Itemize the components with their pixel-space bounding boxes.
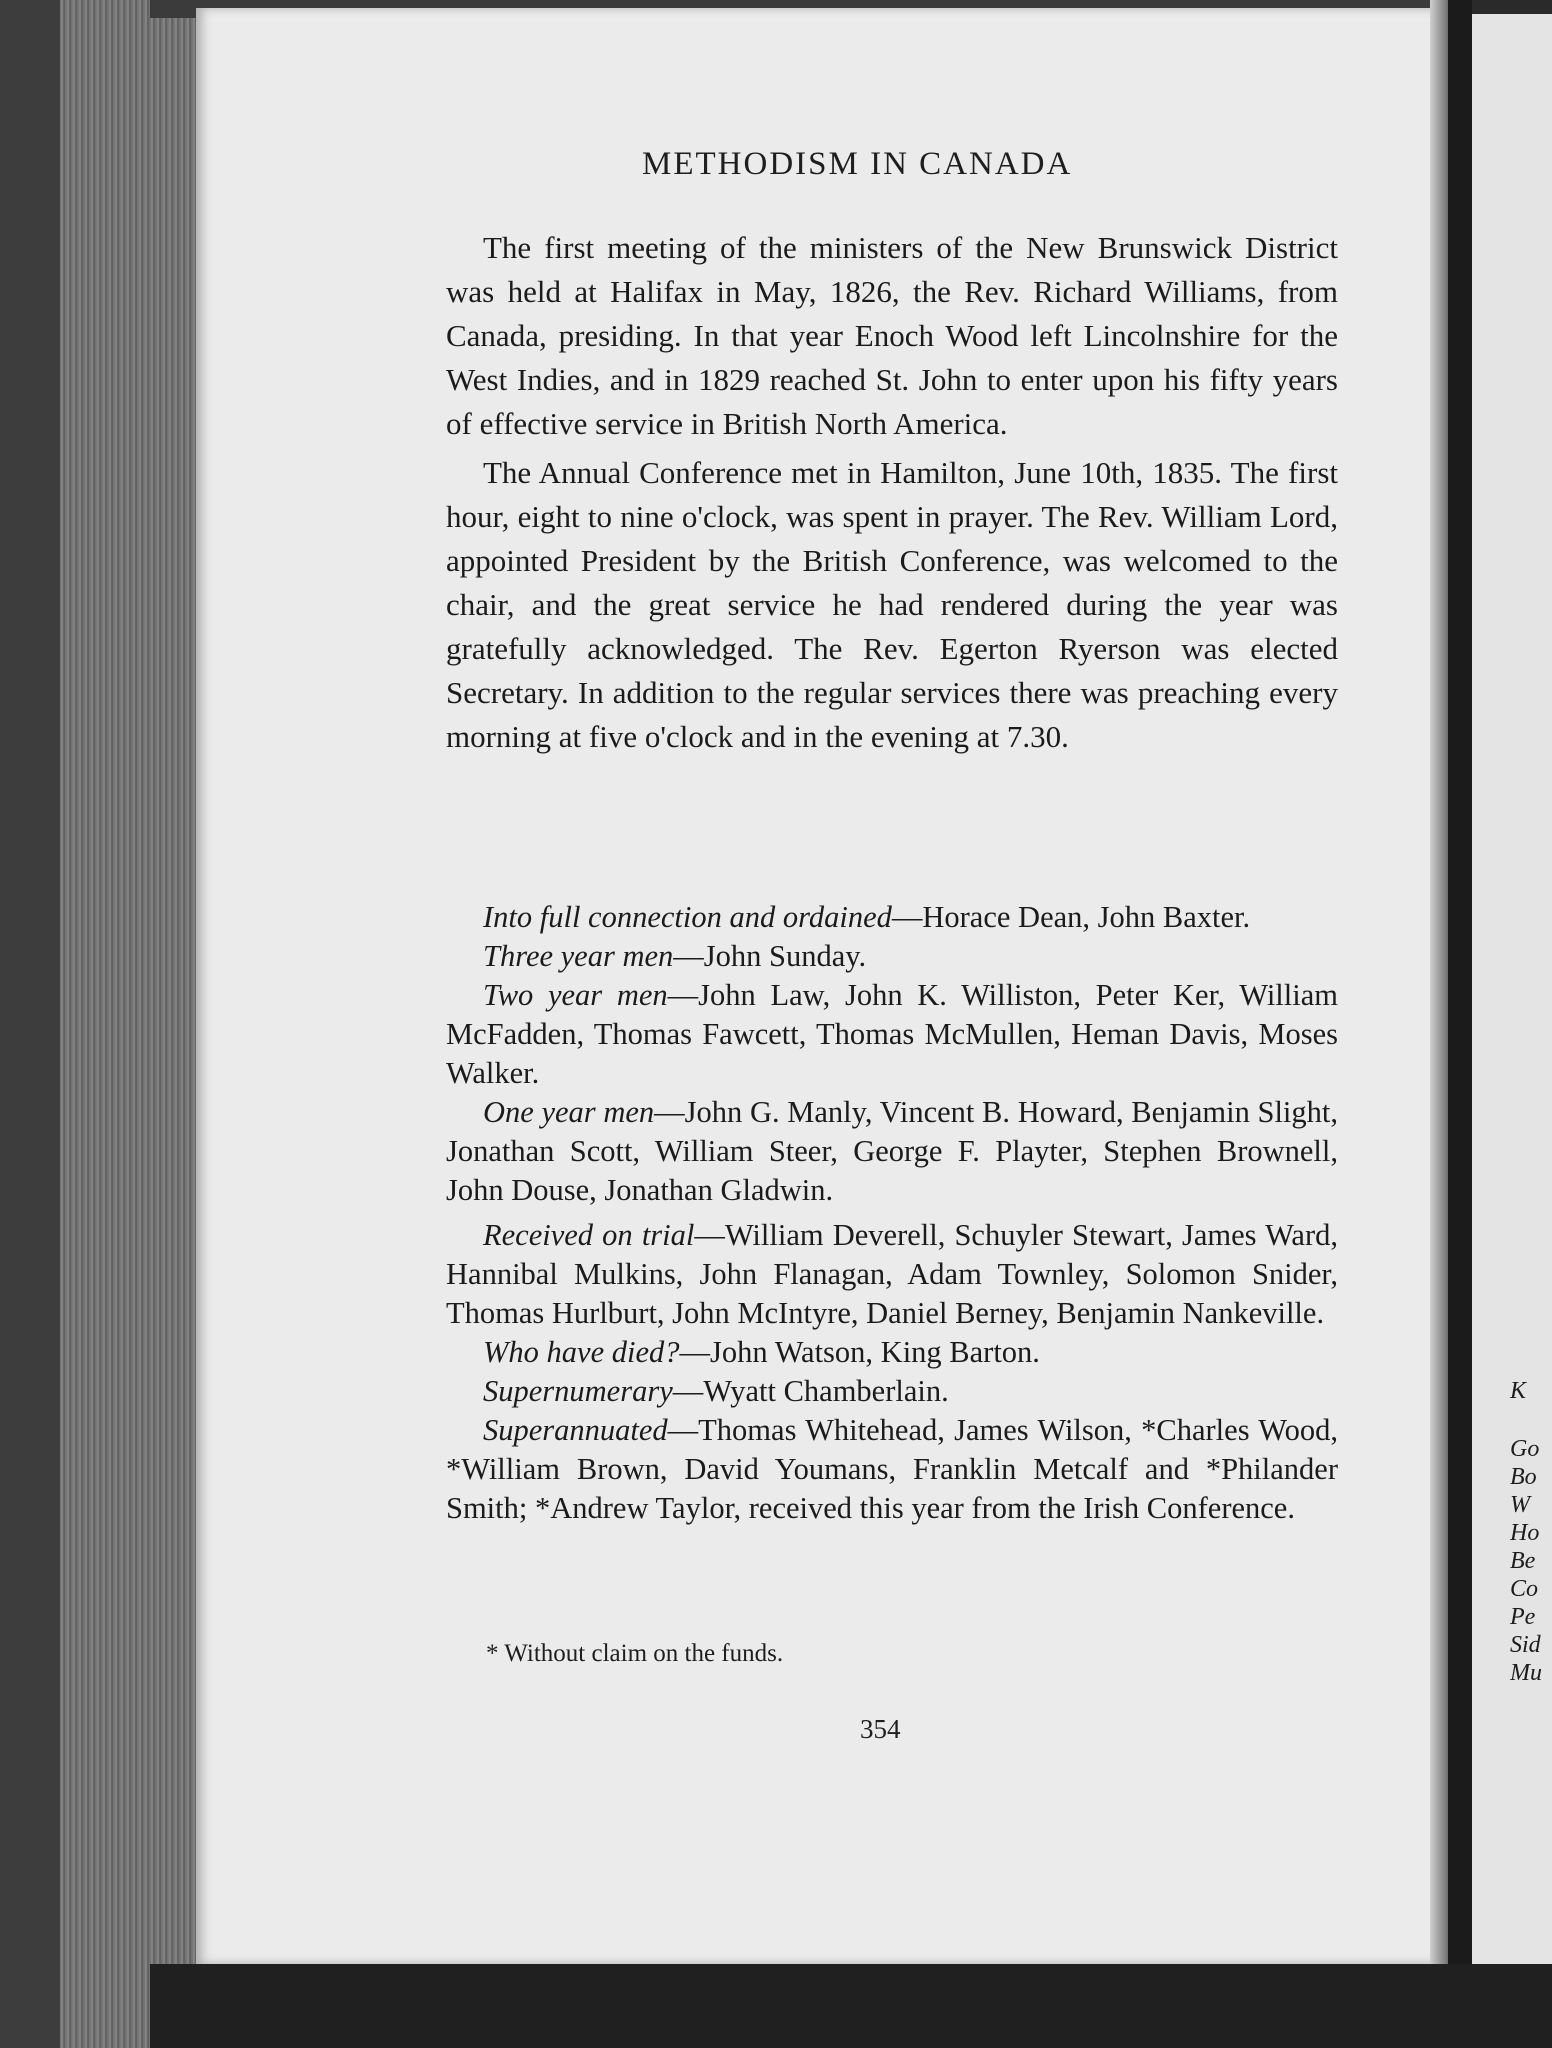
- entry-label: Received on trial: [483, 1218, 695, 1252]
- entry-received-on-trial: [446, 1216, 1338, 1333]
- next-page-fragment: W: [1510, 1492, 1530, 1518]
- entry-text: —John G. Manly, Vincent B. Howard, Benjamin Slight, Jonathan Scott, William Steer, George F. Playter, Stephen Brownell, John Douse, Jonathan Gladwin.: [446, 1095, 1339, 1207]
- footnote: * Without claim on the funds.: [486, 1640, 784, 1667]
- entry-one-year: [446, 1093, 1338, 1210]
- entry-text: —John Law, John K. Williston, Peter Ker, William McFadden, Thomas Fawcett, Thomas McMullen, Heman Davis, Moses Walker.: [446, 978, 1338, 1090]
- next-page-fragment: Co: [1510, 1576, 1539, 1602]
- entry-three-year: [446, 937, 1338, 976]
- next-page-fragment: Go: [1510, 1436, 1540, 1462]
- running-header: METHODISM IN CANADA: [642, 146, 1073, 182]
- conference-entries: [446, 898, 1338, 1528]
- entry-label: Who have died?: [483, 1335, 680, 1369]
- entry-full-connection: [446, 898, 1338, 937]
- entry-supernumerary: [446, 1372, 1338, 1411]
- entry-label: Superannuated: [483, 1413, 668, 1447]
- entry-text: —Thomas Whitehead, James Wilson, *Charles Wood, *William Brown, David Youmans, Franklin Metcalf and *Philander Smith; *Andrew Taylor, received this year from the Irish Conference.: [446, 1413, 1338, 1525]
- next-page-fragment: Ho: [1510, 1520, 1540, 1546]
- entry-text: —John Watson, King Barton.: [679, 1335, 1040, 1369]
- entry-label: One year men: [483, 1095, 655, 1129]
- next-page-fragment: Bo: [1510, 1464, 1537, 1490]
- entry-label: Supernumerary: [483, 1374, 673, 1408]
- next-page-fragment: Pe: [1510, 1604, 1536, 1630]
- book-spine-shadow: [1448, 0, 1472, 1964]
- entry-who-have-died: [446, 1333, 1338, 1372]
- entry-text: —Horace Dean, John Baxter.: [891, 900, 1251, 934]
- entry-text: —John Sunday.: [673, 939, 867, 973]
- entry-label: Two year men: [483, 978, 668, 1012]
- entry-label: Three year men: [483, 939, 674, 973]
- entry-text: —Wyatt Chamberlain.: [672, 1374, 949, 1408]
- next-page-fragment: K: [1510, 1378, 1527, 1404]
- paragraph-new-brunswick: The first meeting of the ministers of the New Brunswick District was held at Halifax in May, 1826, the Rev. Richard Williams, from Canada, presiding. In that year Enoch Wood left Lincolnshire for the West Indies, and in 1829 reached St. John to enter upon his fifty years of effective service in British North America.: [446, 230, 1338, 441]
- scan-background: [150, 1964, 1552, 2048]
- entry-superannuated: [446, 1411, 1338, 1528]
- next-page-fragment: Mu: [1510, 1660, 1542, 1686]
- body-text: [446, 226, 1338, 759]
- next-page-fragment: Be: [1510, 1548, 1536, 1574]
- page-number: 354: [860, 1714, 901, 1744]
- paragraph-annual-conference: The Annual Conference met in Hamilton, June 10th, 1835. The first hour, eight to nine o'clock, was spent in prayer. The Rev. William Lord, appointed President by the British Conference, was welcomed to the chair, and the great service he had rendered during the year was gratefully acknowledged. The Rev. Egerton Ryerson was elected Secretary. In addition to the regular services there was preaching every morning at five o'clock and in the evening at 7.30.: [446, 455, 1338, 754]
- next-page-fragment: Sid: [1510, 1632, 1541, 1658]
- book-cover-edge: [0, 0, 60, 2048]
- entry-two-year: [446, 976, 1338, 1093]
- entry-label: Into full connection and ordained: [483, 900, 892, 934]
- entry-text: —William Deverell, Schuyler Stewart, James Ward, Hannibal Mulkins, John Flanagan, Adam Townley, Solomon Snider, Thomas Hurlburt, John McIntyre, Daniel Berney, Benjamin Nankeville.: [446, 1218, 1338, 1330]
